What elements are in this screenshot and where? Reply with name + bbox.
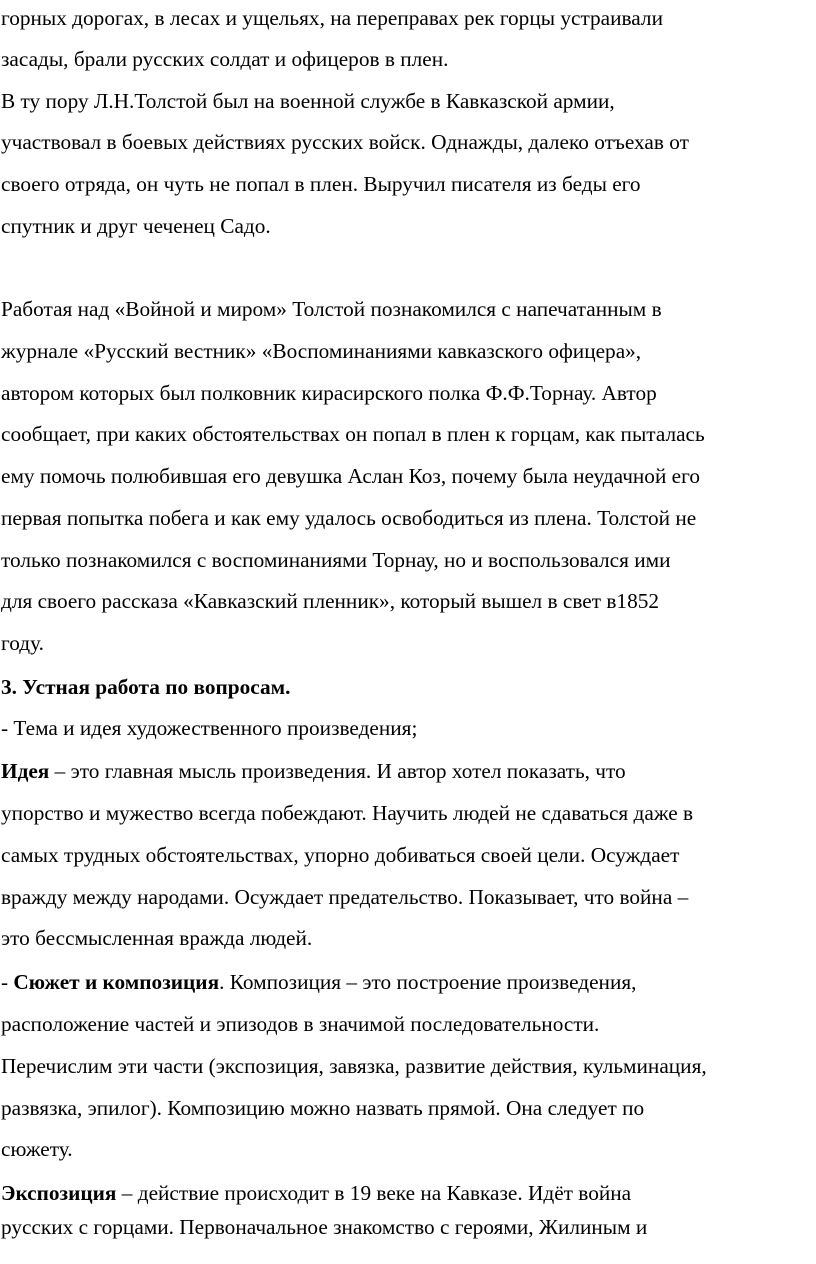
paragraph-line: спутник и друг чеченец Садо. — [1, 214, 271, 238]
paragraph-line: засады, брали русских солдат и офицеров в плен. — [1, 47, 449, 71]
plot-paragraph-first-line: - Сюжет и композиция. Композиция – это построение произведения, — [1, 970, 637, 994]
paragraph-line: вражду между народами. Осуждает предательство. Показывает, что война – — [1, 885, 689, 909]
idea-paragraph-first-line: Идея – это главная мысль произведения. И автор хотел показать, что — [1, 759, 626, 783]
paragraph-line: русских с горцами. Первоначальное знакомство с героями, Жилиным и — [1, 1215, 648, 1239]
paragraph-line: сообщает, при каких обстоятельствах он попал в плен к горцам, как пыталась — [1, 422, 705, 446]
paragraph-line: автором которых был полковник кирасирского полка Ф.Ф.Торнау. Автор — [1, 381, 657, 405]
exposition-term: Экспозиция — [1, 1181, 117, 1205]
paragraph-line: ему помочь полюбившая его девушка Аслан Коз, почему была неудачной его — [1, 464, 700, 488]
section-heading: 3. Устная работа по вопросам. — [1, 675, 291, 699]
paragraph-line: Работая над «Войной и миром» Толстой познакомился с напечатанным в — [1, 297, 662, 321]
theme-line: - Тема и идея художественного произведения; — [1, 716, 418, 740]
paragraph-line: первая попытка побега и как ему удалось освободиться из плена. Толстой не — [1, 506, 697, 530]
paragraph-line: участвовал в боевых действиях русских войск. Однажды, далеко отъехав от — [1, 130, 689, 154]
paragraph-line: это бессмысленная вражда людей. — [1, 926, 313, 950]
plot-term: Сюжет и композиция — [13, 970, 220, 994]
paragraph-line: расположение частей и эпизодов в значимой последовательности. — [1, 1012, 600, 1036]
paragraph-line: для своего рассказа «Кавказский пленник», который вышел в свет в1852 — [1, 589, 660, 613]
idea-term: Идея — [1, 759, 50, 783]
paragraph-line: развязка, эпилог). Композицию можно назвать прямой. Она следует по — [1, 1096, 645, 1120]
paragraph-line: горных дорогах, в лесах и ущельях, на переправах рек горцы устраивали — [1, 6, 663, 30]
paragraph-line: В ту пору Л.Н.Толстой был на военной службе в Кавказской армии, — [1, 89, 615, 113]
paragraph-line: только познакомился с воспоминаниями Торнау, но и воспользовался ими — [1, 548, 671, 572]
paragraph-line: сюжету. — [1, 1137, 73, 1161]
exposition-paragraph-first-line: Экспозиция – действие происходит в 19 веке на Кавказе. Идёт война — [1, 1181, 632, 1205]
paragraph-line: журнале «Русский вестник» «Воспоминаниями кавказского офицера», — [1, 339, 642, 363]
paragraph-line: упорство и мужество всегда побеждают. Научить людей не сдаваться даже в — [1, 801, 694, 825]
paragraph-line: своего отряда, он чуть не попал в плен. Выручил писателя из беды его — [1, 172, 641, 196]
paragraph-line: Перечислим эти части (экспозиция, завязка, развитие действия, кульминация, — [1, 1054, 707, 1078]
paragraph-line: году. — [1, 631, 44, 655]
paragraph-line: самых трудных обстоятельствах, упорно добиваться своей цели. Осуждает — [1, 843, 680, 867]
